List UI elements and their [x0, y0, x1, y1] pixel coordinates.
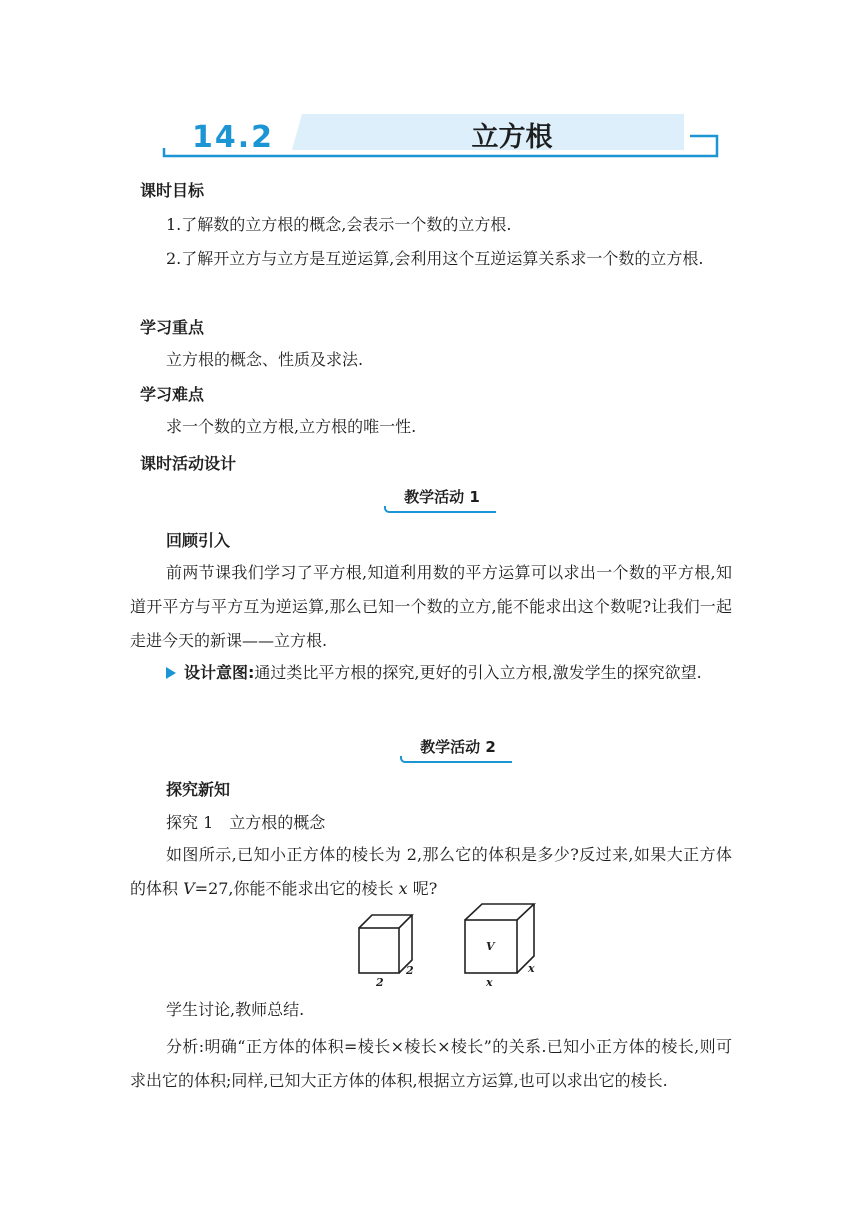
difficulties-text: 求一个数的立方根,立方根的唯一性.: [166, 417, 417, 436]
activity-2-subheading: 探究新知: [166, 780, 231, 799]
activity-1-label-text: 教学活动 1: [404, 488, 480, 506]
activity-1-subheading: 回顾引入: [166, 531, 231, 550]
big-cube-face-label: V: [486, 940, 495, 953]
key-points-text: 立方根的概念、性质及求法.: [166, 350, 364, 369]
discussion-text: 学生讨论,教师总结.: [166, 1000, 305, 1019]
cubes-figure: [352, 898, 542, 990]
activity-1-text: 前两节课我们学习了平方根,知道利用数的平方运算可以求出一个数的平方根,知道开平方与平方互为逆运算,那么已知一个数的立方,能不能求出这个数呢?让我们一起走进今天的新课——立方根.: [130, 563, 732, 650]
big-cube-side-label: x: [528, 962, 535, 975]
explore-question: [130, 838, 732, 906]
analysis-text: 分析:明确“正方体的体积=棱长×棱长×棱长”的关系.已知小正方体的棱长,则可求出它的体积;同样,已知大正方体的体积,根据立方运算,也可以求出它的棱长.: [130, 1037, 732, 1090]
activity-2-label-text: 教学活动 2: [420, 738, 496, 756]
key-points-heading: 学习重点: [140, 318, 205, 337]
activity-2-underline: [400, 756, 512, 763]
small-cube-side-label: 2: [406, 964, 414, 977]
objectives-heading: 课时目标: [140, 181, 205, 200]
small-cube-bottom-label: 2: [376, 976, 384, 989]
question-text-3: 呢?: [407, 879, 438, 898]
section-title: 立方根: [471, 122, 553, 153]
design-intent-label: 设计意图:: [184, 663, 255, 682]
big-cube-bottom-label: x: [486, 976, 493, 989]
question-var-v: V: [183, 879, 195, 898]
question-text-1: 如图所示,已知小正方体的棱长为 2,那么它的体积是多少?反过来,如果大正方体的体积: [130, 845, 732, 898]
section-number: 14.2: [192, 120, 275, 155]
design-intent: [130, 656, 732, 690]
difficulties-heading: 学习难点: [140, 385, 205, 404]
explore-1-title: 探究 1 立方根的概念: [166, 813, 326, 832]
objective-item-2: 2.了解开立方与立方是互逆运算,会利用这个互逆运算关系求一个数的立方根.: [166, 249, 704, 268]
question-var-x: x: [398, 879, 408, 898]
activity-design-heading: 课时活动设计: [140, 454, 237, 473]
section-banner: [162, 112, 727, 164]
activity-1-label: [382, 486, 502, 507]
activity-1-underline: [384, 506, 496, 513]
small-cube: [359, 915, 412, 973]
big-cube: [465, 904, 534, 973]
triangle-bullet-icon: [166, 667, 176, 679]
objective-item-1: 1.了解数的立方根的概念,会表示一个数的立方根.: [166, 215, 512, 234]
question-text-2: =27,你能不能求出它的棱长: [194, 879, 399, 898]
activity-2-label: [398, 736, 518, 757]
design-intent-text: 通过类比平方根的探究,更好的引入立方根,激发学生的探究欲望.: [254, 663, 702, 682]
